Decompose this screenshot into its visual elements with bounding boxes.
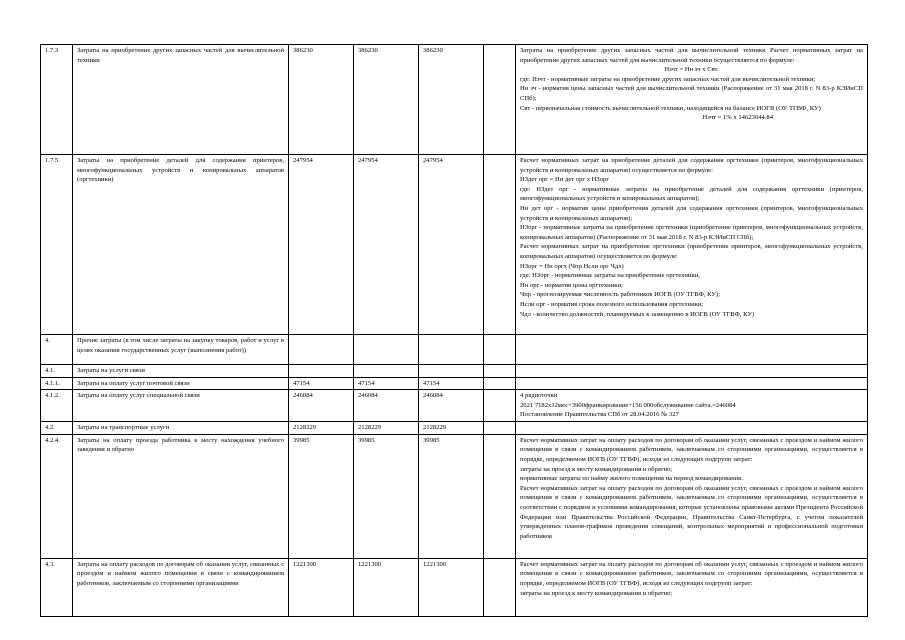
formula-line: НЗорг = Нн оргх (Чпр Нсли орг Чдл) [520,262,624,270]
row-number: 1.7.3 [41,45,73,155]
empty-cell [484,377,516,390]
value-cell: 246084 [419,390,484,422]
value-cell: 39985 [289,434,354,558]
value-cell: 39985 [419,434,484,558]
description-line: где: НЗорг - нормативные затраты на приобретение оргтехники, [520,272,700,280]
budget-norms-table [40,44,868,617]
value-cell: 386230 [354,45,419,155]
row-number: 4. [41,335,73,365]
value-cell [354,335,419,365]
empty-cell [484,45,516,155]
description-line: Расчет нормативных затрат на оплату расходов по договорам об оказании услуг, связанных с проездом и наймом жилого помещения в связи с командированием работников, заключаемым со сторонними организациями, осуществляется в порядке, определяемом ИОГВ (ОУ ТГВФ), исходя из следующих подгрупп затрат: [520,560,863,587]
formula-line: Нзчт = 1% х 14623044.84 [702,114,773,122]
value-cell: 247954 [354,155,419,335]
row-name: Затраты на транспортные услуги [73,422,289,435]
empty-cell [484,155,516,335]
formula-line: Нзчт = Нн зч х Свт. [664,66,719,74]
row-number: 4.2.4. [41,434,73,558]
value-cell: 246084 [354,390,419,422]
table-row [41,155,868,335]
table-row [41,390,868,422]
row-name: Затраты на оплату проезда работника к месту нахождения учебного заведения и обратно [73,434,289,558]
row-name: Прочие затраты (в том числе затраты на закупку товаров, работ и услуг в целях оказания государственных услуг (выполнения работ)) [73,335,289,365]
value-cell: 47154 [419,377,484,390]
description-line: Нсли орг - норматив срока полезного использования оргтехники; [520,300,704,308]
table-row [41,558,868,616]
row-description [516,155,868,335]
row-name: Затраты на оплату расходов по договорам об оказании услуг, связанных с проездом и наймом жилого помещения в связи с командированием работников, заключаемым со сторонними организациями [73,558,289,616]
value-cell: 386230 [419,45,484,155]
row-number: 1.7.5. [41,155,73,335]
description-line: Постановление Правительства СПб от 28.04.2016 № 327 [520,411,679,419]
value-cell [419,365,484,378]
description-line: НЗорг - нормативные затраты на приобретение оргтехники (приобретение принтеров, многофункциональных устройств, копировальных аппаратов) (Распоряжение от 31 мая 2018 г. N 83-р КЭИиСП СПб); [520,224,863,241]
row-description [516,390,868,422]
table-row [41,45,868,155]
description-line: Нн зч - норматив цены запасных частей для вычислительной техники (Распоряжение от 31 мая 2018 г. N 83-р КЭИиСП СПб); [520,85,863,102]
description-line: 2021 7182х12мес+3900франкирование+156 000обслуживание сайта.=246084 [520,401,736,409]
description-line: Расчет нормативных затрат на оплату расходов по договорам об оказании услуг, связанных с проездом и наймом жилого помещения в связи с командированием работников, заключаемым со сторонними организациями, осуществляется в соответствии с порядком и условиями командирования, которые установлены правовыми актами Президента Российской Федерации или Правительства Российской Федерации, Правительства Санкт-Петербурга, с учетом показателей утвержденных планов-графиков проведения совещаний, контрольных мероприятий и профессиональной подготовки работников [520,484,863,540]
row-number: 4.1. [41,365,73,378]
row-number: 4.2. [41,422,73,435]
value-cell [289,335,354,365]
value-cell: 2128229 [419,422,484,435]
row-name: Затраты на оплату услуг почтовой связи [73,377,289,390]
row-description [516,422,868,435]
row-name: Затраты на приобретение деталей для содержания принтеров, многофункциональных устройств и копировальных аппаратов (оргтехники) [73,155,289,335]
value-cell: 1221300 [289,558,354,616]
value-cell: 247954 [419,155,484,335]
empty-cell [484,390,516,422]
description-line: Нн орг - норматив цены оргтехники; [520,281,623,289]
description-line: Расчет нормативных затрат на приобретение оргтехники (приобретение принтеров, многофункциональных устройств, копировальных аппаратов) осуществляется по формуле: [520,243,863,260]
empty-cell [484,365,516,378]
description-line: 4 рядиоточки [520,392,558,400]
value-cell: 386230 [289,45,354,155]
row-description [516,45,868,155]
description-line: Чпр - прогнозируемая численность работников ИОГВ (ОУ ТГВФ, КУ); [520,291,721,299]
row-number: 4.3. [41,558,73,616]
row-description [516,558,868,616]
value-cell: 1221300 [354,558,419,616]
description-line: Затраты на приобретение других запасных частей для вычислительной техники Расчет нормативных затрат на приобретение других запасных частей для вычислительной техники осуществляется по формуле: [520,47,863,64]
table-row [41,365,868,378]
empty-cell [484,335,516,365]
value-cell: 1221300 [419,558,484,616]
description-line: затраты на проезд к месту командирования и обратно; [520,465,673,473]
row-description [516,365,868,378]
value-cell: 247954 [289,155,354,335]
value-cell: 2128229 [289,422,354,435]
row-description [516,335,868,365]
value-cell: 47154 [354,377,419,390]
description-line: где: Нзчт - нормативные затраты на приобретение других запасных частей для вычислительной техники; [520,75,816,83]
table-row [41,335,868,365]
description-line: затраты на проезд к месту командирования и обратно; [520,589,673,597]
value-cell: 39985 [354,434,419,558]
description-line: где: НЗдет орг - нормативные затраты на приобретение деталей для содержания оргтехники (принтеров, многофункциональных устройств и копировальных аппаратов); [520,185,863,203]
value-cell: 47154 [289,377,354,390]
empty-cell [484,558,516,616]
value-cell: 246084 [289,390,354,422]
value-cell: 2128229 [354,422,419,435]
description-line: нормативные затраты по найму жилого помещения на период командирования. [520,475,743,483]
empty-cell [484,434,516,558]
value-cell [289,365,354,378]
row-number: 4.1.1. [41,377,73,390]
description-line: Расчет нормативных затрат на оплату расходов по договорам об оказании услуг, связанных с проездом и наймом жилого помещения в связи с командированием работников, заключаемым со сторонними организациями, осуществляется в порядке, определяемом ИОГВ (ОУ ТГВФ), исходя из следующих подгрупп затрат: [520,436,863,463]
empty-cell [484,422,516,435]
value-cell [419,335,484,365]
description-line: Расчет нормативных затрат на приобретение деталей для содержания оргтехники (принтеров, многофункциональных устройств и копировальных аппаратов) осуществляется по формуле: [520,157,863,174]
description-line: Нн дет орг - норматив цены приобретения деталей для содержания оргтехники (принтеров, многофункциональных устройств и копировальных аппаратов); [520,204,863,222]
table-row [41,377,868,390]
value-cell [354,365,419,378]
row-name: Затраты на услуги связи [73,365,289,378]
row-description [516,377,868,390]
description-line: Чдл - количество должностей, планируемых к замещению в ИОГВ (ОУ ТГВФ, КУ) [520,310,755,318]
table-row [41,434,868,558]
description-line: Свт - первоначальная стоимость вычислительной техники, находящейся на балансе ИОГВ (ОУ ТГВФ, КУ) [520,104,821,112]
formula-line: НЗдет орг = Нн дет орг х НЗорг [520,176,610,184]
row-number: 4.1.2. [41,390,73,422]
row-description [516,434,868,558]
row-name: Затраты на приобретение других запасных частей для вычислительной техники [73,45,289,155]
table-row [41,422,868,435]
row-name: Затраты на оплату услуг специальной связи [73,390,289,422]
